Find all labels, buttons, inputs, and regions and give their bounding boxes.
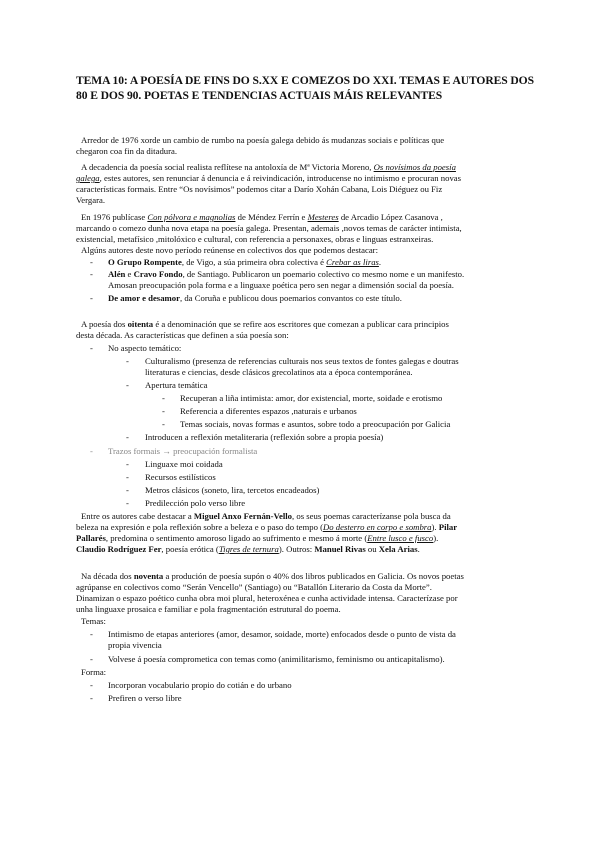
list-item: Recursos estilísticos	[145, 472, 216, 482]
list-item: Prefiren o verso libre	[108, 693, 182, 703]
text-span: , os seus poemas caracterízanse pola busca da	[292, 511, 451, 521]
list-item: Incorporan vocabulario propio do cotián e do urbano	[108, 680, 292, 690]
list-item: Linguaxe moi coidada	[145, 459, 223, 469]
book-title: Entre lusco e fusco	[367, 533, 434, 543]
book-title: Mesteres	[307, 212, 339, 222]
list-item: Trazos formais → preocupación formalista	[108, 446, 258, 456]
list-bullet: -	[162, 393, 165, 403]
list-item-continuation: propia vivencia	[108, 640, 162, 650]
text-span: ).	[431, 522, 439, 532]
list-bullet: -	[90, 654, 93, 664]
section-label: Forma:	[81, 667, 107, 677]
list-item-continuation: literaturas e ciencias, desde clásicos grecolatinos ata a época contemporánea.	[145, 367, 413, 377]
text-span: .	[378, 257, 382, 267]
paragraph-line	[81, 511, 451, 522]
text-span: Entre os autores cabe destacar a	[81, 511, 194, 521]
list-bullet: -	[90, 693, 93, 703]
list-bullet: -	[126, 356, 129, 366]
group-name: De amor e desamor	[108, 293, 180, 303]
paragraph-line	[76, 173, 461, 184]
author-name: Claudio Rodríguez Fer	[76, 544, 162, 554]
paragraph-line	[76, 544, 420, 555]
list-item: Predilección polo verso libre	[145, 498, 246, 508]
paragraph-line: desta década. As características que definen a súa poesía son:	[76, 330, 289, 340]
text-span: ou	[365, 544, 379, 554]
paragraph-line: agrúpanse en colectivos como “Serán Vencello” (Santiago) ou “Batallón Literario da Costa da Morte”.	[76, 582, 432, 592]
text-span: , de Vigo, a súa primeira obra colectiva é	[181, 257, 327, 267]
author-name: Xela Arias	[378, 544, 418, 554]
paragraph-line: unha linguaxe prosaica e familiar e pola fragmentación estrutural do poema.	[76, 604, 341, 614]
list-bullet: -	[126, 498, 129, 508]
group-name: Cravo Fondo	[133, 269, 183, 279]
list-bullet: -	[162, 419, 165, 429]
paragraph-line	[76, 533, 438, 544]
list-bullet: -	[90, 269, 93, 279]
list-item: Referencia a diferentes espazos ,naturais e urbanos	[180, 406, 357, 416]
author-name: Pilar	[438, 522, 458, 532]
author-name: Manuel Rivas	[314, 544, 366, 554]
list-bullet: -	[162, 406, 165, 416]
list-item: Apertura temática	[145, 380, 208, 390]
book-title: Do desterro en corpo e sombra	[323, 522, 432, 532]
text-span: é a denominación que se refire aos escritores que comezan a publicar cara principios	[153, 319, 449, 329]
list-bullet: -	[90, 680, 93, 690]
group-name: Alén	[108, 269, 126, 279]
paragraph-line	[76, 522, 457, 533]
text-span: de Méndez Ferrín e	[235, 212, 308, 222]
emphasis: noventa	[133, 571, 164, 581]
text-span: , da Coruña e publicou dous poemarios convantos co este título.	[179, 293, 402, 303]
paragraph-line: Vergara.	[76, 195, 106, 205]
list-item: Metros clásicos (soneto, lira, tercetos encadeados)	[145, 485, 320, 495]
text-span: ).	[433, 533, 439, 543]
paragraph-line: Arredor de 1976 xorde un cambio de rumbo na poesía galega debido ás mudanzas sociais e políticas que	[81, 135, 445, 145]
list-item-continuation: Amosan preocupación pola forma e a linguaxe poética pero sen negar a dimensión social da poesía.	[108, 280, 454, 290]
text-span: , estes autores, sen renunciar á denuncia e á reivindicación, introducense no intimismo e procuran novas	[99, 173, 462, 183]
emphasis: oitenta	[127, 319, 154, 329]
paragraph-line: características formais. Entre “Os novísimos” podemos citar a Darío Xohán Cabana, Lois Diéguez ou Fiz	[76, 184, 443, 194]
list-item: Recuperan a liña intimista: amor, dor existencial, morte, soidade e erotismo	[180, 393, 443, 403]
text-span: beleza na expresión e pola reflexión sobre a beleza e o paso do tempo (	[76, 522, 324, 532]
text-span: , predomina o sentimento amoroso ligado ao sufrimento e mesmo á morte (	[105, 533, 368, 543]
text-span: de Arcadio López Casanova ,	[338, 212, 443, 222]
author-name: Miguel Anxo Fernán-Vello	[193, 511, 293, 521]
group-name: O Grupo Rompente	[108, 257, 182, 267]
paragraph-line: chegaron coa fin da ditadura.	[76, 146, 178, 156]
list-item: Culturalismo (presenza de referencias culturais nos seus textos de fontes galegas e doutras	[145, 356, 459, 366]
list-item: No aspecto temático:	[108, 343, 182, 353]
paragraph-line: marcando o comezo dunha nova etapa na poesía galega. Presentan, ademais ,novos temas de carácter intimista,	[76, 223, 462, 233]
author-name: Pallarés	[76, 533, 106, 543]
list-item: Intimismo de etapas anteriores (amor, desamor, soidade, morte) enfocados desde o punto de vista da	[108, 629, 456, 639]
list-bullet: -	[90, 293, 93, 303]
text-span: En 1976 publícase	[81, 212, 148, 222]
book-title: Os novísimos da poesía	[373, 162, 456, 172]
book-title: Con pólvora e magnolias	[147, 212, 236, 222]
list-bullet: -	[90, 446, 93, 456]
paragraph-line: existencial, metafísico ,mitolóxico e cultural, con referencia a personaxes, obras e linguas estranxeiras.	[76, 234, 434, 244]
list-item: Temas sociais, novas formas e asuntos, sobre todo a preocupación por Galicia	[180, 419, 451, 429]
list-bullet: -	[90, 343, 93, 353]
text-span: a produción de poesía supón o 40% dos libros publicados en Galicia. Os novos poetas	[163, 571, 464, 581]
text-span: ). Outros:	[278, 544, 315, 554]
list-bullet: -	[126, 380, 129, 390]
section-label: Temas:	[81, 616, 106, 626]
book-title: Crebar as liras	[326, 257, 379, 267]
list-bullet: -	[126, 485, 129, 495]
list-item	[108, 257, 381, 268]
text-span: A poesía dos	[81, 319, 128, 329]
paragraph-line: Algúns autores deste novo período reúnense en colectivos dos que podemos destacar:	[81, 245, 378, 255]
list-item	[108, 293, 402, 304]
list-bullet: -	[126, 472, 129, 482]
paragraph-line: Dinamizan o espazo poético cunha obra moi plural, heteroxénea e cunha actividade intensa. Caracterízase por	[76, 593, 458, 603]
book-title: Tigres de ternura	[218, 544, 279, 554]
list-item: Introducen a reflexión metaliteraria (reflexión sobre a propia poesía)	[145, 432, 384, 442]
text-span: , poesía erótica (	[161, 544, 219, 554]
text-span: .	[417, 544, 420, 554]
list-bullet: -	[90, 629, 93, 639]
paragraph-line	[81, 571, 464, 582]
page-title: TEMA 10: A POESÍA DE FINS DO S.XX E COMEZOS DO XXI. TEMAS E AUTORES DOS 80 E DOS 90. POETAS E TENDENCIAS ACTUAIS MÁIS RELEVANTES	[76, 74, 534, 102]
paragraph-line	[81, 319, 449, 330]
text-span: Na década dos	[81, 571, 134, 581]
list-item: Volvese á poesía comprometica con temas como (animilitarismo, feminismo ou anticapitalismo).	[108, 654, 445, 664]
list-bullet: -	[126, 432, 129, 442]
paragraph-line	[81, 212, 443, 223]
list-item	[108, 269, 464, 280]
list-bullet: -	[90, 257, 93, 267]
list-bullet: -	[126, 459, 129, 469]
paragraph-line	[81, 162, 456, 173]
text-span: e	[125, 269, 134, 279]
text-span: , de Santiago. Publicaron un poemario colectivo co mesmo nome e un manifesto.	[182, 269, 465, 279]
text-span: A decadencia da poesía social realista reflítese na antoloxía de Mª Victoria Moreno,	[81, 162, 374, 172]
book-title: galega	[76, 173, 100, 183]
